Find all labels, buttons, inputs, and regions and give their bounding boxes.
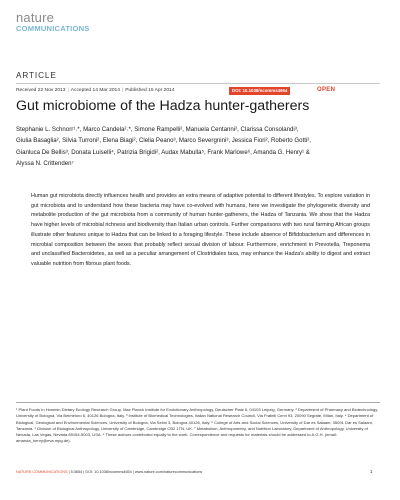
journal-logo xyxy=(16,10,90,33)
logo-wordmark-nature: nature xyxy=(16,10,55,25)
abstract-paragraph: Human gut microbiota directly influences health and provides an extra means of adaptive potential to different lifestyles. To explore variation in gut microbiota and to understand how these bacteria may have co-evolved with humans, here we investigate the phylogenetic diversity and metabolite production of the gut microbiota from a community of human hunter-gatherers, the Hadza of Tanzania. We show that the Hadza have higher levels of microbial richness and biodiversity than Italian urban controls. Further comparisons with two rural farming African groups illustrate other features unique to Hadza that can be linked to a foraging lifestyle. These include absence of Bifidobacterium and differences in microbial composition between the sexes that probably reflect sexual division of labour. Furthermore, enrichment in Prevotella, Treponema and unclassified Bacteroidetes, as well as a peculiar arrangement of Clostridiales taxa, may enhance the Hadza's ability to digest and extract valuable nutrition from fibrous plant foods. xyxy=(31,193,370,267)
page-number: 1 xyxy=(370,469,373,474)
header-divider xyxy=(16,83,380,84)
author-line: Giulia Basaglia², Silvia Turroni², Elena Biagi², Clelia Peano³, Marco Severgnini³, Jessica Fiori², Roberto Gotti², xyxy=(16,137,311,145)
publication-dates: Received 22 Nov 2013 | Accepted 14 Mar 2014 | Published 15 Apr 2014 xyxy=(16,88,175,93)
author-list xyxy=(16,124,376,169)
open-access-label: OPEN xyxy=(317,87,336,93)
published-date: Published 15 Apr 2014 xyxy=(125,88,175,93)
received-date: Received 22 Nov 2013 xyxy=(16,88,66,93)
author-line: Alyssa N. Crittenden⁷ xyxy=(16,159,74,167)
accepted-date: Accepted 14 Mar 2014 xyxy=(70,88,120,93)
footer-journal-name: NATURE COMMUNICATIONS xyxy=(16,470,68,474)
author-line: Stephanie L. Schnorr¹˒*, Marco Candela²˒*, Simone Rampelli², Manuela Centanni², Clarissa Consolandi³, xyxy=(16,126,299,133)
author-line: Gianluca De Bellis³, Donata Luiselli⁴, Patrizia Brigidi², Audax Mabulla⁵, Frank Marlowe⁶, Amanda G. Henry¹ & xyxy=(16,148,310,156)
doi-badge[interactable]: DOI: 10.1038/ncomms4654 xyxy=(229,87,290,95)
article-title: Gut microbiome of the Hadza hunter-gatherers xyxy=(16,98,310,114)
page-footer xyxy=(16,470,380,474)
logo-wordmark-communications: COMMUNICATIONS xyxy=(16,24,90,33)
article-type-label: ARTICLE xyxy=(16,71,57,80)
affiliation-footnotes: ¹ Plant Foods In Hominin Dietary Ecology Research Group, Max Planck Institute for Evolutionary Anthropology, Deutscher Platz 6, 04103 Leipzig, Germany. ² Department of Pharmacy and Biotechnology, University of Bologna, Via Belmeloro 6, 40126 Bologna, Italy. ³ Institute of Biomedical Technologies, Italian National Research Council, Via Fratelli Cervi 93, 20090 Segrate, Milan, Italy. ⁴ Department of Biological, Geological and Environmental Sciences, University of Bologna, Via Selmi 3, Bologna 40126, Italy. ⁵ College of Arts and Social Sciences, University of Dar es Salaam, 35091 Dar es Salaam, Tanzania. ⁶ Division of Biological Anthropology, University of Cambridge, Cambridge CB2 1TN, UK. ⁷ Metabolism, Anthropometry, and Nutrition Laboratory, Department of Anthropology, University of Nevada, Las Vegas, Nevada 89154-5003, USA. * These authors contributed equally to the work. Correspondence and requests for materials should be addressed to A.G.H. (email: amanda_henry@eva.mpg.de). xyxy=(16,407,379,444)
footer-citation: | 5:3654 | DOI: 10.1038/ncomms4654 | www.nature.com/naturecommunications xyxy=(67,470,203,474)
footnote-divider xyxy=(16,402,380,403)
